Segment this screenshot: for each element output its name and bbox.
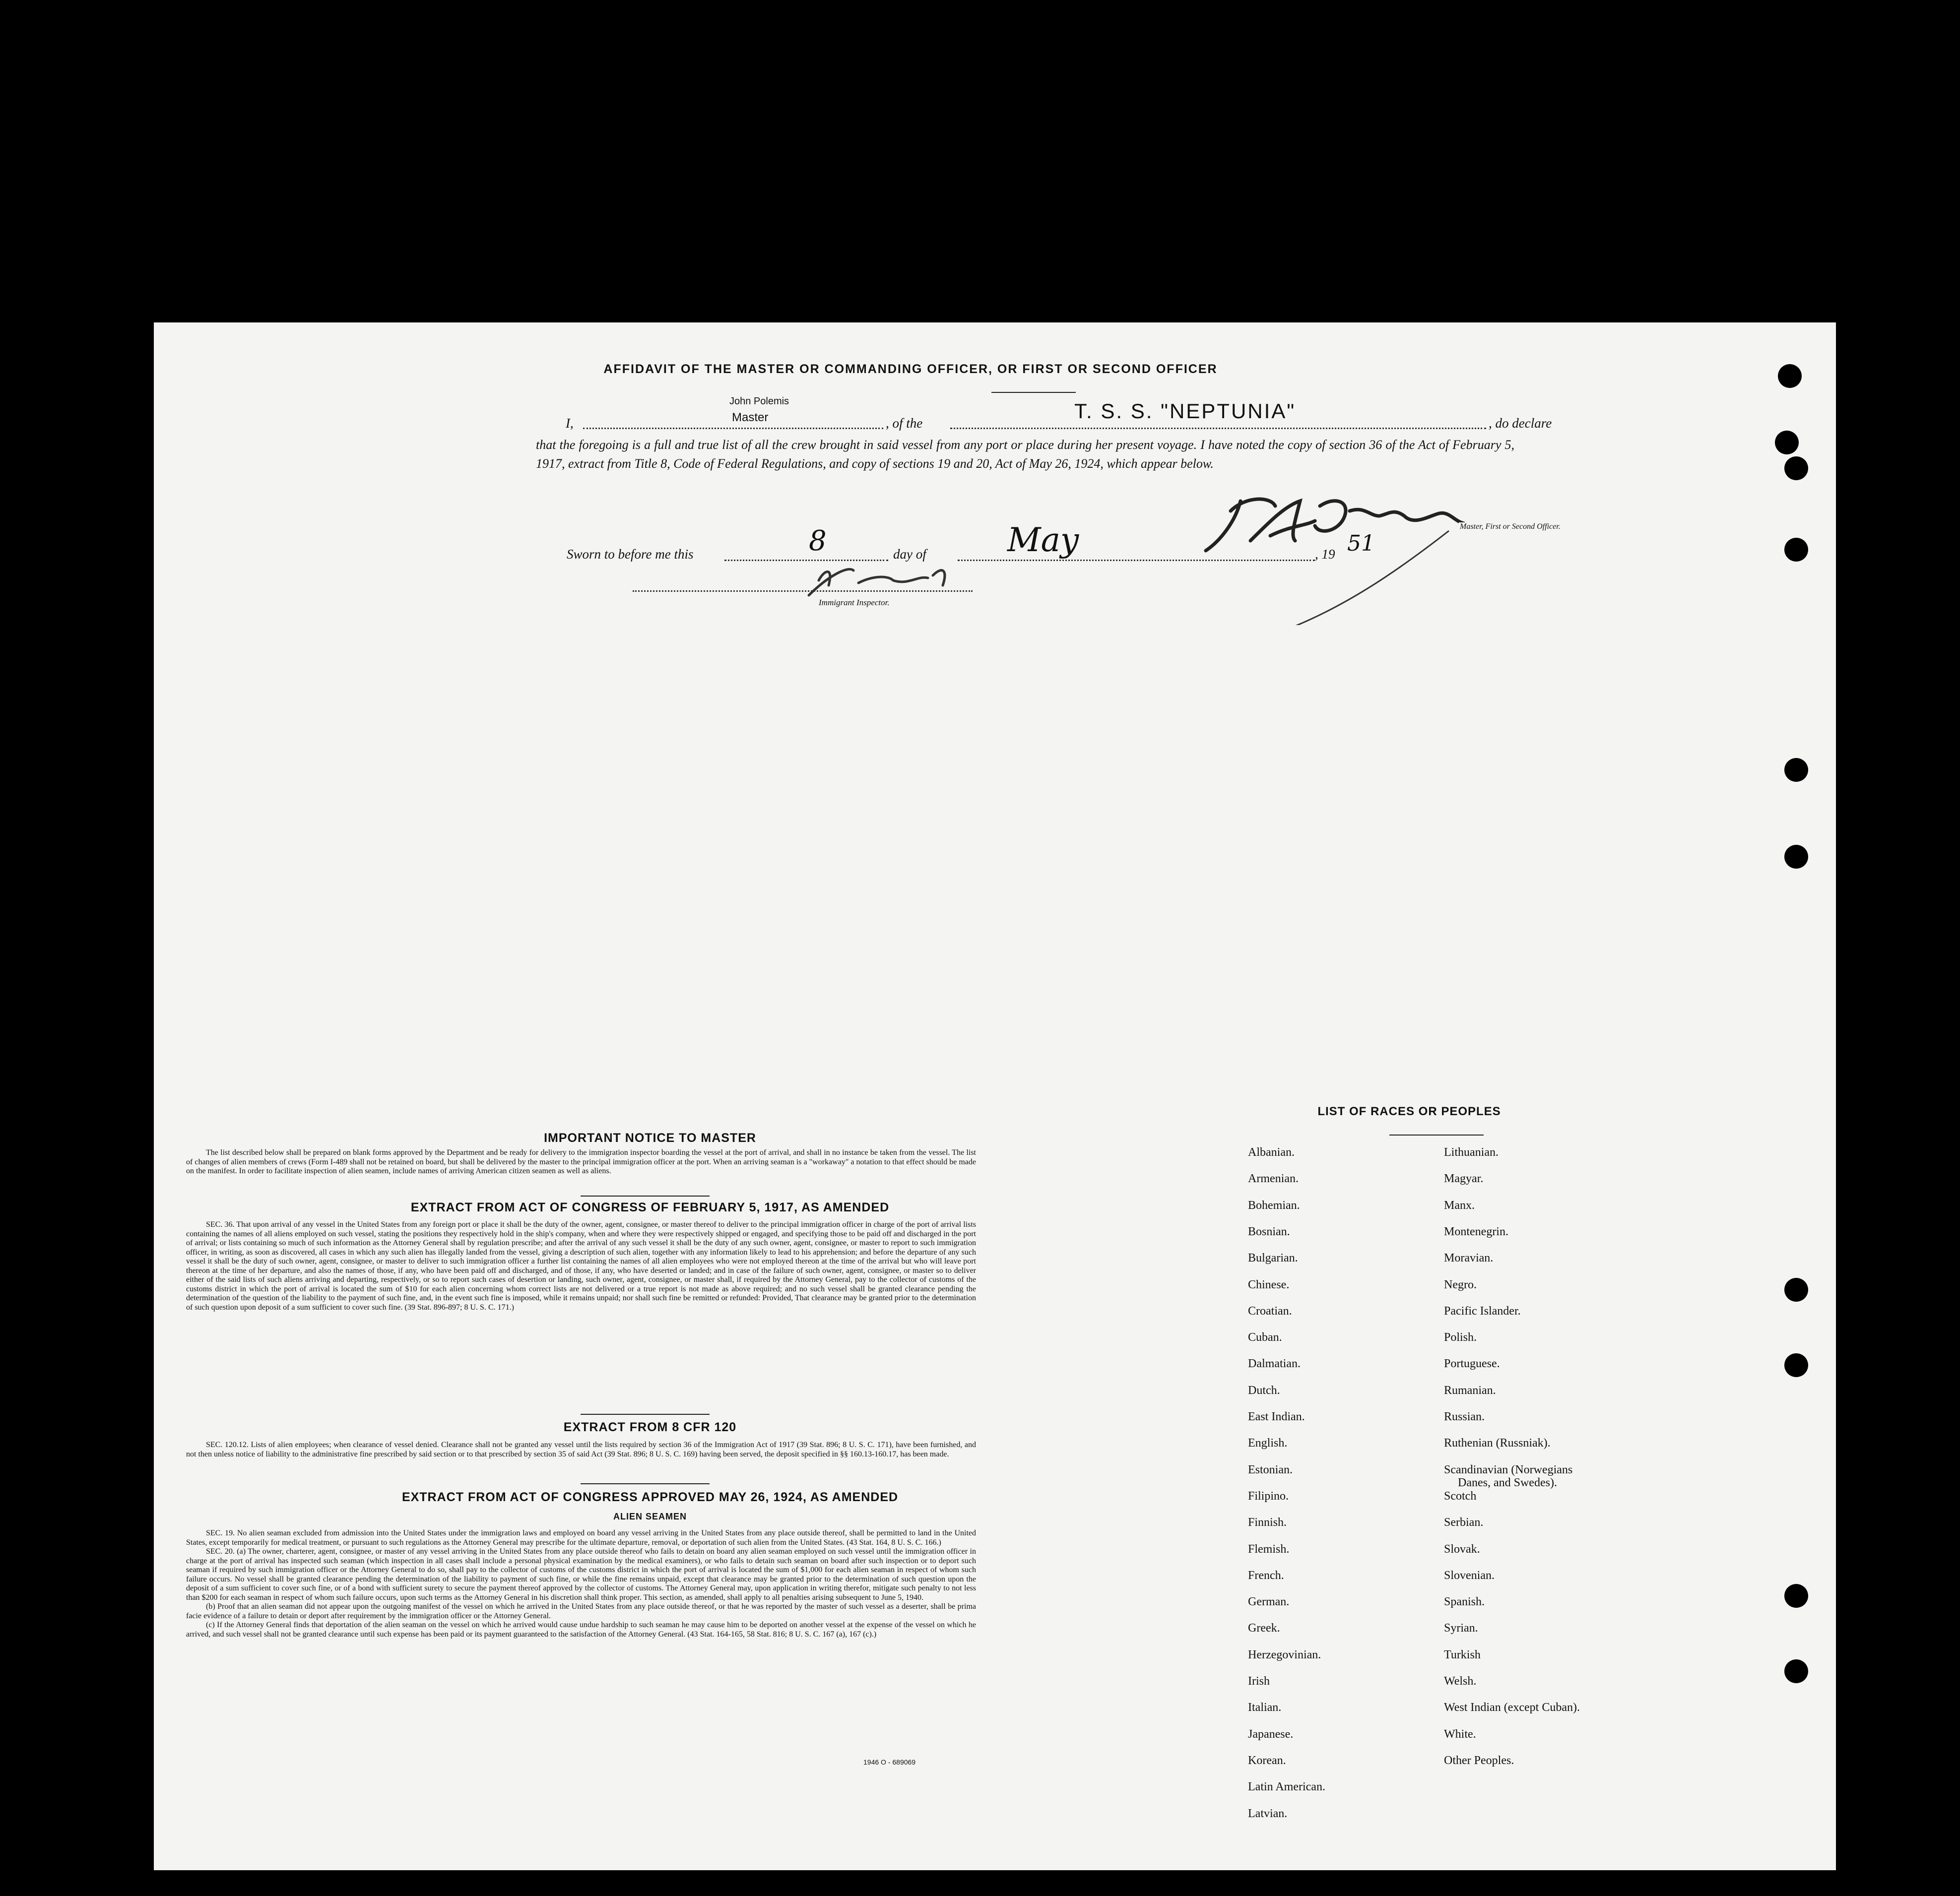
race-item: Filipino. [1248, 1489, 1289, 1503]
race-item: Montenegrin. [1444, 1225, 1508, 1238]
punch-hole [1784, 538, 1808, 562]
inspector-signature [779, 556, 1007, 600]
race-item: Scandinavian (Norwegians [1444, 1463, 1573, 1476]
race-item: Bosnian. [1248, 1225, 1290, 1238]
sworn-month-line [958, 560, 1315, 561]
race-item: Chinese. [1248, 1278, 1290, 1291]
punch-hole [1784, 1278, 1808, 1302]
race-item: Welsh. [1444, 1675, 1477, 1688]
race-item: Flemish. [1248, 1542, 1290, 1556]
race-item: Latvian. [1248, 1807, 1288, 1820]
affidavit-body: that the foregoing is a full and true list of all the crew brought in said vessel from any port or place during her present voyage. I have noted the copy of section 36 of the Act of February 5, 1917, extract from Title 8, Code of Federal Regulations, and copy of sections 19 and 20, Act of May 26, 1924, which appear below. [536, 438, 1514, 471]
race-item: Danes, and Swedes). [1458, 1476, 1557, 1489]
extract-cfr-text: SEC. 120.12. Lists of alien employees; when clearance of vessel denied. Clearance shall not be granted any vessel until the lists required by section 36 of the Immigration Act of 1917 (39 Stat. 896; 8 U. S. C. 171), have been furnished, and not then unless notice of liability to the administrative fine prescribed by said section or to that prescribed by section 35 of said Act (39 Stat. 896; 8 U. S. C. 169) having been served, the deposit specified in §§ 160.13-160.17, has been made. [186, 1441, 976, 1458]
extract-1917-text: SEC. 36. That upon arrival of any vessel in the United States from any foreign port or place it shall be the duty of the owner, agent, consignee, or master thereof to deliver to the principal immigration officer in charge of the port of arrival lists containing the names of all aliens employed on such vessel, stating the positions they respectively hold in the ship's company, when and where they were respectively shipped or engaged, and specifying those to be paid off and discharged in the port of arrival; or lists containing so much of such information as the Attorney General shall by regulation prescribe; and after the arrival of any such vessel it shall be the duty of any such owner, agent, consignee, or master to report to such immigration officer, in writing, as soon as discovered, all cases in which any such alien has illegally landed from the vessel, giving a description of such alien, together with any information likely to lead to his apprehension; and before the departure of any such vessel it shall be the duty of such owner, agent, consignee, or master to deliver to such immigration officer a further list containing the names of all alien employees who were not employed thereon at the time of the arrival but who will leave port thereon at the time of her departure, and also the names of those, if any, who have been paid off and discharged, and of those, if any, who have deserted or landed; and in case of the failure of such owner, agent, consignee, or master so to deliver either of the said lists of such aliens arriving and departing, respectively, or so to report such cases of desertion or landing, such owner, agent, consignee, or master shall, if required by the Attorney General, pay to the collector of customs of the customs district in which the port of arrival is located the sum of $10 for each alien concerning whom correct lists are not delivered or a true report is not made as above required; and no such vessel shall be granted clearance pending the determination of the question of the liability to the payment of such fine, and, in the event such fine is imposed, while it remains unpaid; nor shall such fine be remitted or refunded: Provided, That clearance may be granted prior to the determination of such question upon deposit of a sum sufficient to cover such fine. (39 Stat. 896-897; 8 U. S. C. 171.) [186, 1220, 976, 1312]
do-declare-label: , do declare [1489, 416, 1552, 431]
divider [581, 1483, 710, 1484]
race-item: Croatian. [1248, 1304, 1292, 1318]
race-item: Dalmatian. [1248, 1357, 1301, 1371]
race-item: Turkish [1444, 1648, 1481, 1661]
race-item: Other Peoples. [1444, 1754, 1514, 1767]
day-of-label: day of [893, 547, 926, 562]
year-prefix: , 19 [1315, 547, 1335, 562]
master-name: John Polemis [729, 396, 789, 407]
race-item: Moravian. [1444, 1252, 1494, 1265]
race-item: Polish. [1444, 1331, 1477, 1344]
sec-19-text: SEC. 19. No alien seaman excluded from admission into the United States under the immigration laws and employed on board any vessel arriving in the United States from any place outside thereof, shall be permitted to land in the United States, except temporarily for medical treatment, or pursuant to such regulations as the Attorney General may prescribe for the ultimate departure, removal, or deportation of such alien from the United States. (43 Stat. 164, 8 U. S. C. 166.) [186, 1529, 976, 1547]
race-item: Rumanian. [1444, 1384, 1496, 1397]
race-item: Armenian. [1248, 1172, 1299, 1186]
notice-text: The list described below shall be prepared on blank forms approved by the Department and be ready for delivery to the immigration inspector boarding the vessel at the port of arrival, and shall in no instance be taken from the vessel. The list of changes of alien members of crews (Form I-489 shall not be retained on board, but shall be delivered by the master to the principal immigration officer at the port. When an arriving seaman is a "workaway" a notation to that effect should be made on the manifest. In order to facilitate inspection of alien seamen, include names of arriving American citizen seamen as well as aliens. [186, 1148, 976, 1175]
punch-hole [1775, 431, 1799, 454]
races-title: LIST OF RACES OR PEOPLES [1317, 1105, 1501, 1118]
extract-1924-title: EXTRACT FROM ACT OF CONGRESS APPROVED MAY 26, 1924, AS AMENDED [401, 1490, 899, 1504]
divider [581, 1414, 710, 1415]
punch-hole [1784, 1584, 1808, 1608]
race-item: Greek. [1248, 1622, 1280, 1635]
race-item: Italian. [1248, 1701, 1282, 1714]
punch-hole [1778, 364, 1802, 388]
race-item: Japanese. [1248, 1727, 1294, 1741]
race-item: Spanish. [1444, 1595, 1485, 1609]
race-item: Latin American. [1248, 1780, 1325, 1794]
extract-cfr-title: EXTRACT FROM 8 CFR 120 [563, 1420, 737, 1434]
sec-20c-text: (c) If the Attorney General finds that deportation of the alien seaman on the vessel on which he arrived would cause undue hardship to such seaman he may cause him to be deported on another vessel at the expense of the vessel on which he arrived, and such vessel shall not be granted clearance until such expense has been paid or its payment guaranteed to the satisfaction of the Attorney General. (43 Stat. 164-165, 58 Stat. 816; 8 U. S. C. 167 (a), 167 (c).) [186, 1621, 976, 1639]
race-item: Slovak. [1444, 1542, 1480, 1556]
punch-hole [1784, 758, 1808, 782]
inspector-caption: Immigrant Inspector. [819, 598, 890, 607]
inspector-line [633, 590, 973, 592]
punch-hole [1784, 456, 1808, 480]
race-item: Negro. [1444, 1278, 1477, 1291]
vessel-line [950, 428, 1486, 429]
race-item: West Indian (except Cuban). [1444, 1701, 1580, 1714]
vessel-name: T. S. S. "NEPTUNIA" [1074, 399, 1296, 423]
alien-seamen-subtitle: ALIEN SEAMEN [613, 1512, 687, 1521]
punch-hole [1784, 1659, 1808, 1683]
master-rank: Master [732, 411, 769, 424]
race-item: Portuguese. [1444, 1357, 1500, 1371]
race-item: Manx. [1444, 1199, 1475, 1212]
punch-hole [1784, 845, 1808, 869]
race-item: Lithuanian. [1444, 1146, 1499, 1159]
document-page [154, 322, 1836, 1870]
officer-caption: Master, First or Second Officer. [1460, 522, 1561, 531]
race-item: French. [1248, 1569, 1284, 1582]
divider [581, 1196, 710, 1197]
race-item: Pacific Islander. [1444, 1304, 1521, 1318]
sec-20a-text: SEC. 20. (a) The owner, charterer, agent, consignee, or master of any vessel arriving in the United States from any place outside thereof who fails to detain on board any alien seaman employed on such vessel until the immigration officer in charge at the port of arrival has inspected such seaman (which inspection in all cases shall include a personal physical examination by the medical examiners), or who fails to detain such seaman on board after such inspection or to deport such seaman if required by such immigration officer or the Attorney General to do so, shall pay to the collector of customs of the customs district in which the port of arrival is located the sum of $1,000 for each alien seaman in respect of whom such failure occurs. No vessel shall be granted clearance pending the determination of the liability to payment of such fine, or while the fine remains unpaid, except that clearance may be granted prior to the determination of such question upon the deposit of a sum sufficient to cover such fine, or of a bond with sufficient surety to secure the payment thereof approved by the collector of customs. The Attorney General may, upon application in writing therefor, mitigate such penalty to not less than $200 for each seaman in respect of whom such failure occurs, upon such terms as the Attorney General in his discretion shall think proper. This section, as amended, shall apply to all penalties arising subsequent to June 5, 1940. [186, 1547, 976, 1602]
race-item: White. [1444, 1727, 1476, 1741]
race-item: Russian. [1444, 1410, 1485, 1423]
of-the-label: , of the [886, 416, 923, 431]
race-item: Irish [1248, 1675, 1270, 1688]
race-item: Cuban. [1248, 1331, 1282, 1344]
race-item: Scotch [1444, 1489, 1477, 1503]
race-item: Bulgarian. [1248, 1252, 1298, 1265]
race-item: Korean. [1248, 1754, 1286, 1767]
affidavit-title: AFFIDAVIT OF THE MASTER OR COMMANDING OFFICER, OR FIRST OR SECOND OFFICER [603, 362, 1218, 376]
race-item: East Indian. [1248, 1410, 1305, 1423]
race-item: Dutch. [1248, 1384, 1280, 1397]
race-item: Slovenian. [1444, 1569, 1495, 1582]
affidavit-i-label: I, [566, 416, 574, 431]
race-item: German. [1248, 1595, 1290, 1609]
race-item: English. [1248, 1437, 1288, 1450]
race-item: Magyar. [1444, 1172, 1484, 1186]
notice-title: IMPORTANT NOTICE TO MASTER [544, 1131, 756, 1145]
race-item: Finnish. [1248, 1516, 1287, 1529]
extract-1924-text [186, 1529, 976, 1639]
race-item: Syrian. [1444, 1622, 1478, 1635]
race-item: Estonian. [1248, 1463, 1293, 1476]
year-suffix: 51 [1347, 531, 1375, 556]
race-item: Albanian. [1248, 1146, 1295, 1159]
divider [1389, 1135, 1484, 1136]
sworn-day: 8 [809, 525, 827, 557]
title-underline [991, 392, 1076, 393]
extract-1917-title: EXTRACT FROM ACT OF CONGRESS OF FEBRUARY 5, 1917, AS AMENDED [410, 1201, 890, 1214]
race-item: Bohemian. [1248, 1199, 1300, 1212]
race-item: Herzegovinian. [1248, 1648, 1321, 1661]
punch-hole [1784, 1353, 1808, 1377]
sec-20b-text: (b) Proof that an alien seaman did not appear upon the outgoing manifest of the vessel on which he arrived in the United States from any place outside thereof, or that he was reported by the master of such vessel as a deserter, shall be prima facie evidence of a failure to detain or deport after requirement by the immigration officer or the Attorney General. [186, 1602, 976, 1620]
race-item: Serbian. [1444, 1516, 1484, 1529]
sworn-month: May [1007, 521, 1079, 559]
printer-code: 1946 O - 689069 [863, 1758, 916, 1766]
race-item: Ruthenian (Russniak). [1444, 1437, 1551, 1450]
sworn-label: Sworn to before me this [567, 547, 694, 562]
name-line [583, 428, 883, 429]
